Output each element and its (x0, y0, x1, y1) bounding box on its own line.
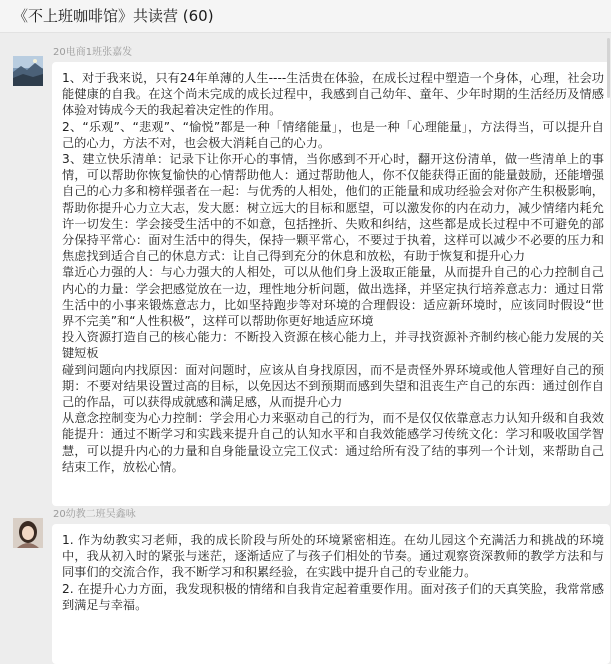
message-paragraph: 2. 在提升心力方面，我发现积极的情绪和自我肯定起着重要作用。面对孩子们的天真笑脸，我常常感到满足与幸福。 (62, 581, 604, 612)
chat-header (0, 0, 611, 33)
chat-title: 《不上班咖啡馆》共读营 (60) (13, 7, 214, 25)
message-paragraph: 碰到问题向内找原因：面对问题时，应该从自身找原因，而不是责怪外界环境或他人管理好自己的预期：不要对结果设置过高的目标，以免因达不到预期而感到失望和沮丧生产自己的东西：通过创作自己的作品，可以获得成就感和满足感，从而提升心力 (62, 362, 604, 410)
message-paragraph: 3、建立快乐清单：记录下让你开心的事情，当你感到不开心时，翻开这份清单，做一些清单上的事情，可以帮助你恢复愉快的心情帮助他人：通过帮助他人，你不仅能获得正面的能量鼓励，还能增强自己的心力多和榜样强者在一起：与优秀的人相处，他们的正能量和成功经验会对你产生积极影响，帮助你提升心力立大志，发大愿：树立远大的目标和愿望，可以激发你的内在动力，减少情绪内耗允许一切发生：学会接受生活中的不如意，包括挫折、失败和纠结，这些都是成长过程中不可避免的部分保持平常心：面对生活中的得失，保持一颗平常心，不要过于执着，这样可以减少不必要的压力和焦虑找到适合自己的休息方式：让自己得到充分的休息和放松，有助于恢复和提升心力 (62, 152, 604, 264)
message-paragraph: 投入资源打造自己的核心能力：不断投入资源在核心能力上，并寻找资源补齐制约核心能力发展的关键短板 (62, 330, 604, 361)
sender-name: 20幼教二班吴鑫咏 (53, 509, 136, 520)
sender-name: 20电商1班张嘉发 (53, 47, 133, 58)
landscape-avatar-icon[interactable] (13, 56, 43, 86)
message-paragraph: 1. 作为幼教实习老师，我的成长阶段与所处的环境紧密相连。在幼儿园这个充满活力和挑战的环境中，我从初入时的紧张与迷茫，逐渐适应了与孩子们相处的节奏。通过观察资深教师的教学方法和与同事们的交流合作，我不断学习和积累经验，在实践中提升自己的专业能力。 (62, 533, 604, 580)
message-paragraph: 从意念控制变为心力控制：学会用心力来驱动自己的行为，而不是仅仅依靠意志力认知升级和自我效能提升：通过不断学习和实践来提升自己的认知水平和自我效能感学习传统文化：学习和吸收国学智慧，可以提升内心的力量和自身能量设立完工仪式：通过给所有没了结的事列一个计划，来帮助自己结束工作，放松心情。 (62, 411, 604, 474)
message-paragraph: 靠近心力强的人：与心力强大的人相处，可以从他们身上汲取正能量，从而提升自己的心力控制自己内心的力量：学会把感觉放在一边，理性地分析问题，做出选择，并坚定执行培养意志力：通过日常生活中的小事来锻炼意志力，比如坚持跑步等对环境的合理假设：适应新环境时，应该同时假设“世界不完美”和“人性积极”，这样可以帮助你更好地适应环境 (62, 265, 604, 329)
message-paragraph: 1、对于我来说，只有24年单薄的人生----生活贵在体验，在成长过程中塑造一个身体，心理，社会功能健康的自我。在这个尚未完成的成长过程中，我感到自己幼年、童年、少年时期的生活经历及情感体验对铸成今天的我起着决定性的作用。 (62, 71, 604, 118)
girl-portrait-avatar-icon[interactable] (13, 518, 43, 548)
scrollbar-thumb[interactable] (607, 38, 610, 98)
message-bubble[interactable] (52, 524, 610, 664)
chat-history[interactable] (0, 34, 611, 612)
message-paragraph: 2、“乐观”、“悲观”、“愉悦”都是一种「情绪能量」，也是一种「心理能量」，方法得当，可以提升自己的心力，方法不对，也会极大消耗自己的心力。 (62, 119, 604, 150)
message-bubble[interactable] (52, 62, 610, 506)
